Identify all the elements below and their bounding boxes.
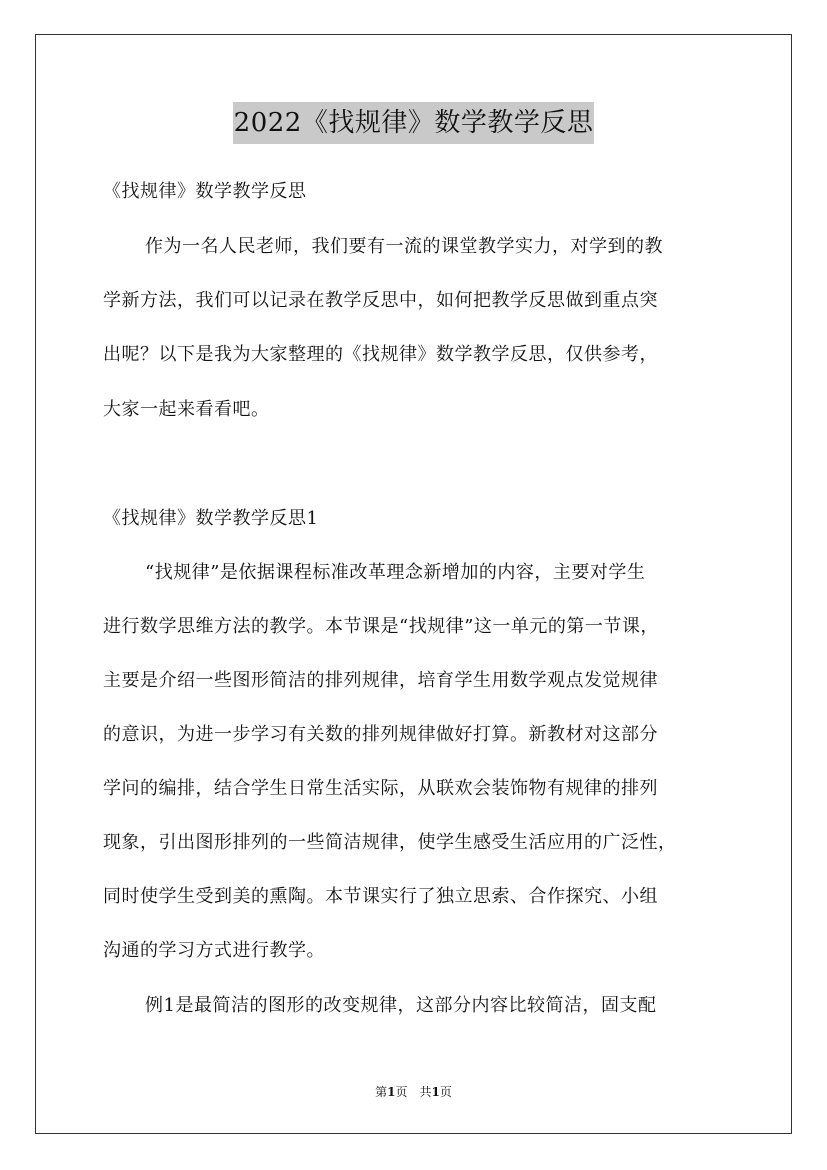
- paragraph-line: 大家一起来看看吧。: [103, 399, 270, 420]
- footer-page-suffix: 页: [439, 1085, 452, 1099]
- paragraph-line: 学新方法，我们可以记录在教学反思中，如何把教学反思做到重点突: [103, 290, 658, 311]
- section-heading: 《找规律》数学教学反思1: [103, 508, 319, 529]
- paragraph-line: 主要是介绍一些图形简洁的排列规律，培育学生用数学观点发觉规律: [103, 670, 658, 691]
- page-footer: [0, 1083, 827, 1101]
- subtitle-line: 《找规律》数学教学反思: [103, 181, 307, 202]
- paragraph-line: 例1是最简洁的图形的改变规律，这部分内容比较简洁，固支配: [145, 995, 657, 1016]
- paragraph-line: 出呢？以下是我为大家整理的《找规律》数学教学反思，仅供参考，: [103, 344, 658, 365]
- document-title-text: 2022《找规律》数学教学反思: [233, 102, 595, 144]
- document-title: [0, 102, 827, 144]
- paragraph-line: 同时使学生受到美的熏陶。本节课实行了独立思索、合作探究、小组: [103, 886, 658, 907]
- footer-page-prefix: 第: [375, 1085, 388, 1099]
- footer-total-pages: 1: [431, 1085, 440, 1099]
- paragraph-line: 沟通的学习方式进行教学。: [103, 940, 325, 961]
- paragraph-line: “找规律”是依据课程标准改革理念新增加的内容，主要对学生: [145, 562, 646, 583]
- footer-page-number: 1: [387, 1085, 396, 1099]
- paragraph-line: 学问的编排，结合学生日常生活实际，从联欢会装饰物有规律的排列: [103, 778, 658, 799]
- paragraph-line: 现象，引出图形排列的一些简洁规律，使学生感受生活应用的广泛性，: [103, 832, 677, 853]
- footer-page-mid: 页 共: [395, 1085, 432, 1099]
- paragraph-line: 进行数学思维方法的教学。本节课是“找规律”这一单元的第一节课，: [103, 616, 659, 637]
- paragraph-line: 的意识，为进一步学习有关数的排列规律做好打算。新教材对这部分: [103, 724, 658, 745]
- paragraph-line: 作为一名人民老师，我们要有一流的课堂教学实力，对学到的教: [145, 236, 663, 257]
